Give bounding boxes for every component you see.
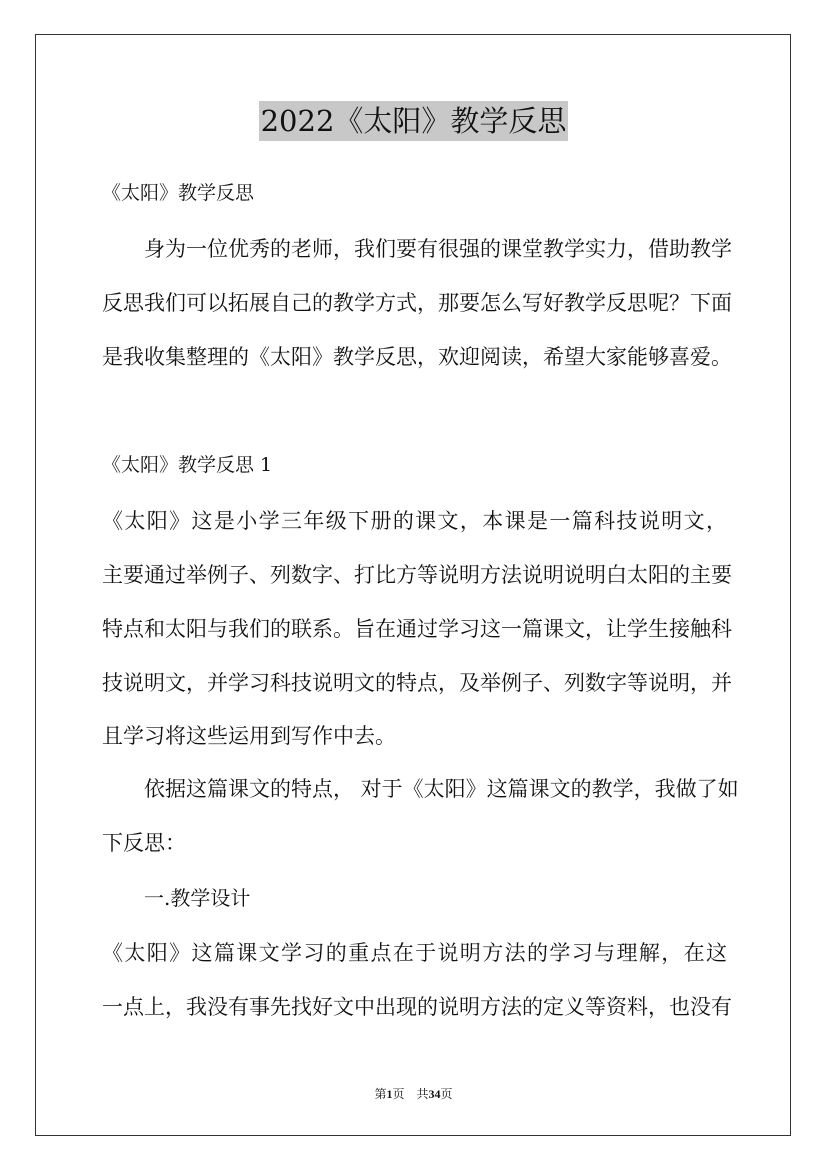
paragraph-line: 《太阳》这篇课文学习的重点在于说明方法的学习与理解，在这: [102, 941, 727, 965]
paragraph-line: 特点和太阳与我们的联系。旨在通过学习这一篇课文，让学生接触科: [102, 617, 732, 641]
paragraph-line: 反思我们可以拓展自己的教学方式，那要怎么写好教学反思呢？下面: [102, 291, 732, 315]
subheading: 《太阳》教学反思: [102, 182, 255, 204]
footer-prefix: 第: [374, 1087, 387, 1101]
section-heading: 一.教学设计: [144, 886, 251, 910]
paragraph-line: 技说明文，并学习科技说明文的特点，及举例子、列数字等说明，并: [102, 671, 732, 695]
paragraph-line: 是我收集整理的《太阳》教学反思，欢迎阅读，希望大家能够喜爱。: [102, 345, 732, 369]
subheading: 《太阳》教学反思 1: [102, 454, 273, 476]
paragraph-line: 《太阳》这是小学三年级下册的课文，本课是一篇科技说明文，: [102, 509, 727, 533]
paragraph-line: 且学习将这些运用到写作中去。: [102, 724, 396, 748]
paragraph-line: 下反思：: [102, 831, 186, 855]
footer-total-pages: 34: [428, 1087, 441, 1101]
paragraph-line: 主要通过举例子、列数字、打比方等说明方法说明说明白太阳的主要: [102, 563, 732, 587]
paragraph-line: 一点上，我没有事先找好文中出现的说明方法的定义等资料，也没有: [102, 995, 732, 1019]
footer-current-page: 1: [386, 1087, 393, 1101]
footer-suffix: 页: [440, 1087, 453, 1101]
document-title: 2022《太阳》教学反思: [259, 101, 569, 141]
footer-mid: 页 共: [392, 1087, 429, 1101]
paragraph-line: 依据这篇课文的特点， 对于《太阳》这篇课文的教学，我做了如: [144, 777, 739, 801]
page-footer: [0, 1086, 827, 1102]
title-container: [0, 101, 827, 141]
paragraph-line: 身为一位优秀的老师，我们要有很强的课堂教学实力，借助教学: [144, 237, 732, 261]
